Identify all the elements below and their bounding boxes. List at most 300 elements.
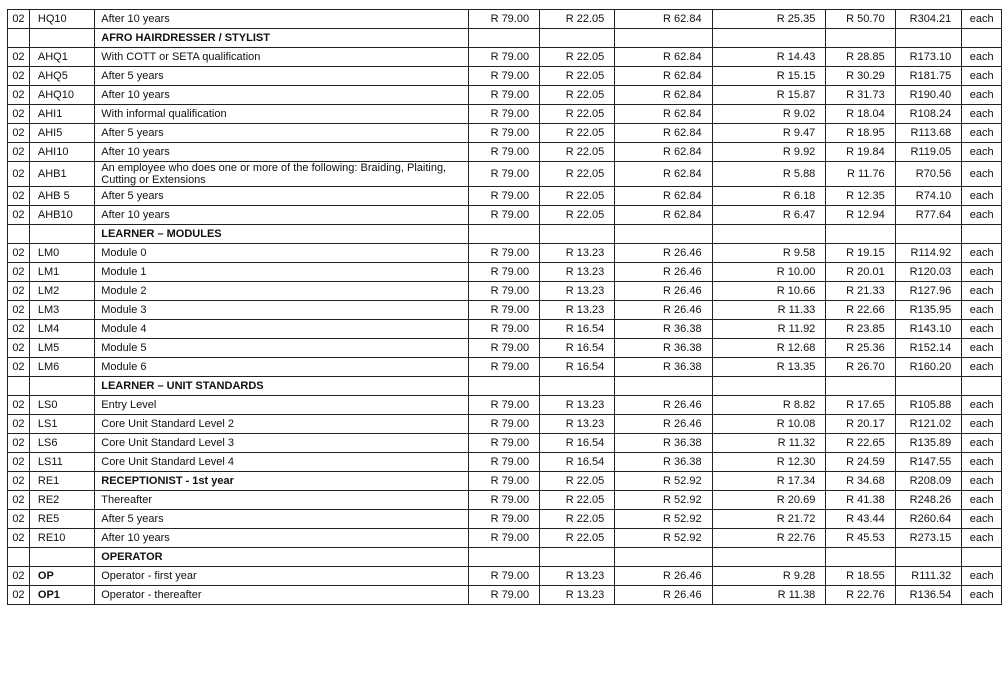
unit-cell: each	[962, 206, 1002, 225]
code-cell: RE5	[29, 510, 94, 529]
rate-cell-5: R 12.35	[826, 187, 895, 206]
rate-cell-1: R 79.00	[468, 105, 539, 124]
rate-cell-1: R 79.00	[468, 143, 539, 162]
rate-cell-6: R152.14	[895, 339, 962, 358]
code-cell: LS1	[29, 415, 94, 434]
rate-cell-2: R 22.05	[540, 67, 615, 86]
rate-cell-6: R127.96	[895, 282, 962, 301]
rate-cell-2: R 22.05	[540, 510, 615, 529]
table-row	[8, 472, 1002, 491]
code-cell: RE10	[29, 529, 94, 548]
rate-cell-1: R 79.00	[468, 586, 539, 605]
rate-cell-4: R 8.82	[712, 396, 826, 415]
group-cell: 02	[8, 586, 30, 605]
rate-cell-1: R 79.00	[468, 453, 539, 472]
section-title: AFRO HAIRDRESSER / STYLIST	[95, 29, 469, 48]
rate-cell-3	[615, 548, 712, 567]
code-cell: AHQ1	[29, 48, 94, 67]
group-cell: 02	[8, 567, 30, 586]
table-row	[8, 415, 1002, 434]
code-cell: AHI10	[29, 143, 94, 162]
group-cell: 02	[8, 206, 30, 225]
group-cell: 02	[8, 472, 30, 491]
rate-cell-3: R 36.38	[615, 434, 712, 453]
rate-cell-3: R 26.46	[615, 282, 712, 301]
rate-cell-5: R 18.95	[826, 124, 895, 143]
code-cell: LS6	[29, 434, 94, 453]
rate-cell-6: R120.03	[895, 263, 962, 282]
rate-cell-4: R 21.72	[712, 510, 826, 529]
rate-cell-2: R 22.05	[540, 187, 615, 206]
section-header-row	[8, 548, 1002, 567]
group-cell: 02	[8, 415, 30, 434]
code-cell: LM4	[29, 320, 94, 339]
unit-cell: each	[962, 301, 1002, 320]
rate-cell-3: R 52.92	[615, 529, 712, 548]
rate-cell-3: R 62.84	[615, 48, 712, 67]
group-cell	[8, 29, 30, 48]
description-cell: Module 0	[95, 244, 469, 263]
rate-cell-5: R 20.17	[826, 415, 895, 434]
code-cell: RE1	[29, 472, 94, 491]
rate-cell-6	[895, 377, 962, 396]
rate-cell-2: R 13.23	[540, 244, 615, 263]
rate-cell-6: R147.55	[895, 453, 962, 472]
unit-cell: each	[962, 358, 1002, 377]
rate-cell-6: R119.05	[895, 143, 962, 162]
code-cell: LM5	[29, 339, 94, 358]
rate-cell-3: R 26.46	[615, 244, 712, 263]
group-cell: 02	[8, 358, 30, 377]
rate-cell-5: R 23.85	[826, 320, 895, 339]
group-cell: 02	[8, 529, 30, 548]
rate-cell-1: R 79.00	[468, 10, 539, 29]
group-cell: 02	[8, 187, 30, 206]
unit-cell: each	[962, 244, 1002, 263]
code-cell: HQ10	[29, 10, 94, 29]
rate-cell-3: R 62.84	[615, 105, 712, 124]
rate-cell-2: R 22.05	[540, 10, 615, 29]
table-row	[8, 143, 1002, 162]
rate-cell-4: R 13.35	[712, 358, 826, 377]
group-cell: 02	[8, 301, 30, 320]
rate-cell-2	[540, 377, 615, 396]
group-cell: 02	[8, 10, 30, 29]
table-row	[8, 529, 1002, 548]
rate-cell-4: R 9.58	[712, 244, 826, 263]
table-row	[8, 358, 1002, 377]
group-cell: 02	[8, 510, 30, 529]
rate-cell-5: R 19.15	[826, 244, 895, 263]
rate-table	[7, 9, 1002, 605]
unit-cell: each	[962, 162, 1002, 187]
description-cell: An employee who does one or more of the following: Braiding, Plaiting, Cutting or Extensions	[95, 162, 469, 187]
code-cell: AHI1	[29, 105, 94, 124]
group-cell: 02	[8, 263, 30, 282]
group-cell	[8, 548, 30, 567]
description-cell: After 10 years	[95, 529, 469, 548]
code-cell: LS0	[29, 396, 94, 415]
description-cell: With COTT or SETA qualification	[95, 48, 469, 67]
rate-cell-2: R 13.23	[540, 567, 615, 586]
rate-cell-5: R 34.68	[826, 472, 895, 491]
rate-cell-1: R 79.00	[468, 86, 539, 105]
rate-cell-4: R 25.35	[712, 10, 826, 29]
unit-cell: each	[962, 434, 1002, 453]
description-cell: Module 5	[95, 339, 469, 358]
description-cell: After 10 years	[95, 86, 469, 105]
table-row	[8, 124, 1002, 143]
code-cell: LM0	[29, 244, 94, 263]
rate-cell-3: R 52.92	[615, 491, 712, 510]
rate-cell-5: R 22.65	[826, 434, 895, 453]
rate-cell-6: R70.56	[895, 162, 962, 187]
code-cell: OP	[29, 567, 94, 586]
description-cell: Operator - first year	[95, 567, 469, 586]
rate-cell-1: R 79.00	[468, 415, 539, 434]
rate-cell-3: R 52.92	[615, 472, 712, 491]
description-cell: Operator - thereafter	[95, 586, 469, 605]
description-cell: RECEPTIONIST - 1st year	[95, 472, 469, 491]
rate-cell-3: R 62.84	[615, 86, 712, 105]
rate-cell-2	[540, 29, 615, 48]
rate-cell-6: R173.10	[895, 48, 962, 67]
rate-cell-5: R 24.59	[826, 453, 895, 472]
unit-cell: each	[962, 143, 1002, 162]
rate-cell-1: R 79.00	[468, 567, 539, 586]
group-cell: 02	[8, 339, 30, 358]
section-header-row	[8, 377, 1002, 396]
rate-cell-6: R105.88	[895, 396, 962, 415]
description-cell: Module 6	[95, 358, 469, 377]
rate-cell-4: R 11.33	[712, 301, 826, 320]
unit-cell: each	[962, 567, 1002, 586]
rate-cell-3: R 36.38	[615, 358, 712, 377]
unit-cell	[962, 29, 1002, 48]
rate-cell-4	[712, 29, 826, 48]
rate-cell-2: R 16.54	[540, 320, 615, 339]
rate-cell-6: R160.20	[895, 358, 962, 377]
rate-cell-5: R 22.66	[826, 301, 895, 320]
unit-cell: each	[962, 472, 1002, 491]
unit-cell	[962, 225, 1002, 244]
rate-cell-3: R 62.84	[615, 143, 712, 162]
unit-cell: each	[962, 67, 1002, 86]
table-row	[8, 67, 1002, 86]
code-cell: OP1	[29, 586, 94, 605]
group-cell: 02	[8, 320, 30, 339]
rate-cell-2: R 22.05	[540, 143, 615, 162]
table-row	[8, 434, 1002, 453]
group-cell	[8, 225, 30, 244]
group-cell: 02	[8, 143, 30, 162]
rate-cell-3: R 26.46	[615, 586, 712, 605]
unit-cell	[962, 548, 1002, 567]
description-cell: Module 2	[95, 282, 469, 301]
description-cell: Entry Level	[95, 396, 469, 415]
description-cell: Module 1	[95, 263, 469, 282]
rate-cell-6: R74.10	[895, 187, 962, 206]
rate-cell-4: R 17.34	[712, 472, 826, 491]
rate-cell-5: R 12.94	[826, 206, 895, 225]
description-cell: Core Unit Standard Level 4	[95, 453, 469, 472]
unit-cell: each	[962, 339, 1002, 358]
rate-cell-5: R 26.70	[826, 358, 895, 377]
rate-cell-6: R111.32	[895, 567, 962, 586]
rate-cell-2: R 22.05	[540, 162, 615, 187]
table-row	[8, 491, 1002, 510]
rate-cell-2	[540, 548, 615, 567]
rate-cell-4: R 9.02	[712, 105, 826, 124]
code-cell: RE2	[29, 491, 94, 510]
rate-cell-3: R 36.38	[615, 453, 712, 472]
table-row	[8, 453, 1002, 472]
code-cell: AHQ10	[29, 86, 94, 105]
rate-cell-5: R 43.44	[826, 510, 895, 529]
rate-cell-3	[615, 29, 712, 48]
rate-cell-4: R 12.68	[712, 339, 826, 358]
table-row	[8, 263, 1002, 282]
rate-cell-4	[712, 225, 826, 244]
rate-cell-1: R 79.00	[468, 320, 539, 339]
rate-cell-5: R 30.29	[826, 67, 895, 86]
code-cell: LM1	[29, 263, 94, 282]
rate-cell-2: R 22.05	[540, 206, 615, 225]
table-row	[8, 187, 1002, 206]
rate-cell-2: R 22.05	[540, 105, 615, 124]
rate-cell-6: R135.95	[895, 301, 962, 320]
unit-cell: each	[962, 86, 1002, 105]
code-cell	[29, 377, 94, 396]
table-row	[8, 586, 1002, 605]
group-cell: 02	[8, 105, 30, 124]
group-cell: 02	[8, 434, 30, 453]
rate-cell-3: R 52.92	[615, 510, 712, 529]
rate-cell-6: R304.21	[895, 10, 962, 29]
rate-cell-4: R 11.32	[712, 434, 826, 453]
rate-cell-2: R 16.54	[540, 453, 615, 472]
description-cell: Thereafter	[95, 491, 469, 510]
rate-cell-5	[826, 377, 895, 396]
rate-cell-3: R 62.84	[615, 67, 712, 86]
rate-cell-4: R 11.38	[712, 586, 826, 605]
table-row	[8, 244, 1002, 263]
code-cell: AHB 5	[29, 187, 94, 206]
rate-cell-1: R 79.00	[468, 510, 539, 529]
rate-cell-1: R 79.00	[468, 282, 539, 301]
rate-cell-3: R 62.84	[615, 10, 712, 29]
rate-cell-6: R190.40	[895, 86, 962, 105]
unit-cell	[962, 377, 1002, 396]
rate-cell-3: R 26.46	[615, 567, 712, 586]
rate-cell-5: R 21.33	[826, 282, 895, 301]
rate-cell-6	[895, 548, 962, 567]
rate-cell-5: R 22.76	[826, 586, 895, 605]
rate-cell-3: R 62.84	[615, 124, 712, 143]
rate-cell-5: R 18.55	[826, 567, 895, 586]
rate-cell-6: R77.64	[895, 206, 962, 225]
rate-cell-4: R 9.47	[712, 124, 826, 143]
table-row	[8, 10, 1002, 29]
rate-cell-4: R 15.15	[712, 67, 826, 86]
rate-cell-1: R 79.00	[468, 124, 539, 143]
table-row	[8, 320, 1002, 339]
rate-cell-1	[468, 548, 539, 567]
rate-cell-5: R 18.04	[826, 105, 895, 124]
code-cell: AHQ5	[29, 67, 94, 86]
unit-cell: each	[962, 320, 1002, 339]
section-title: LEARNER – UNIT STANDARDS	[95, 377, 469, 396]
rate-cell-5: R 50.70	[826, 10, 895, 29]
rate-cell-6: R143.10	[895, 320, 962, 339]
rate-cell-4: R 15.87	[712, 86, 826, 105]
rate-cell-3: R 26.46	[615, 263, 712, 282]
table-row	[8, 206, 1002, 225]
rate-cell-4: R 9.28	[712, 567, 826, 586]
rate-cell-2: R 22.05	[540, 86, 615, 105]
rate-cell-6: R108.24	[895, 105, 962, 124]
code-cell: LM6	[29, 358, 94, 377]
code-cell	[29, 29, 94, 48]
rate-cell-4: R 22.76	[712, 529, 826, 548]
rate-cell-4: R 10.00	[712, 263, 826, 282]
code-cell	[29, 548, 94, 567]
rate-cell-1: R 79.00	[468, 434, 539, 453]
rate-cell-5: R 45.53	[826, 529, 895, 548]
table-row	[8, 48, 1002, 67]
description-cell: After 10 years	[95, 143, 469, 162]
table-body	[8, 10, 1002, 605]
description-cell: After 5 years	[95, 124, 469, 143]
rate-cell-2: R 22.05	[540, 491, 615, 510]
code-cell: AHB10	[29, 206, 94, 225]
rate-cell-6: R113.68	[895, 124, 962, 143]
unit-cell: each	[962, 282, 1002, 301]
rate-cell-5: R 11.76	[826, 162, 895, 187]
section-title: LEARNER – MODULES	[95, 225, 469, 244]
rate-cell-4: R 20.69	[712, 491, 826, 510]
unit-cell: each	[962, 586, 1002, 605]
rate-cell-5: R 19.84	[826, 143, 895, 162]
rate-cell-6: R136.54	[895, 586, 962, 605]
rate-cell-2: R 22.05	[540, 124, 615, 143]
rate-cell-4: R 5.88	[712, 162, 826, 187]
group-cell: 02	[8, 162, 30, 187]
table-row	[8, 105, 1002, 124]
rate-cell-1: R 79.00	[468, 472, 539, 491]
rate-cell-1: R 79.00	[468, 339, 539, 358]
code-cell: LS11	[29, 453, 94, 472]
rate-cell-2: R 16.54	[540, 434, 615, 453]
rate-cell-6	[895, 225, 962, 244]
group-cell: 02	[8, 491, 30, 510]
rate-cell-5: R 17.65	[826, 396, 895, 415]
code-cell: LM3	[29, 301, 94, 320]
rate-cell-2: R 22.05	[540, 472, 615, 491]
code-cell	[29, 225, 94, 244]
rate-cell-1: R 79.00	[468, 206, 539, 225]
rate-cell-1	[468, 29, 539, 48]
unit-cell: each	[962, 10, 1002, 29]
rate-cell-1	[468, 377, 539, 396]
rate-cell-6: R114.92	[895, 244, 962, 263]
table-row	[8, 86, 1002, 105]
rate-cell-3: R 62.84	[615, 187, 712, 206]
rate-cell-1: R 79.00	[468, 244, 539, 263]
rate-cell-4	[712, 548, 826, 567]
section-header-row	[8, 225, 1002, 244]
description-cell: Module 3	[95, 301, 469, 320]
rate-cell-2: R 16.54	[540, 339, 615, 358]
rate-cell-4: R 12.30	[712, 453, 826, 472]
rate-cell-1: R 79.00	[468, 529, 539, 548]
group-cell	[8, 377, 30, 396]
unit-cell: each	[962, 187, 1002, 206]
rate-cell-4: R 6.47	[712, 206, 826, 225]
description-cell: After 10 years	[95, 10, 469, 29]
rate-cell-6: R121.02	[895, 415, 962, 434]
rate-cell-3: R 62.84	[615, 206, 712, 225]
group-cell: 02	[8, 48, 30, 67]
rate-cell-2: R 13.23	[540, 396, 615, 415]
rate-cell-2: R 13.23	[540, 586, 615, 605]
rate-cell-1: R 79.00	[468, 396, 539, 415]
description-cell: After 5 years	[95, 187, 469, 206]
description-cell: With informal qualification	[95, 105, 469, 124]
group-cell: 02	[8, 124, 30, 143]
group-cell: 02	[8, 244, 30, 263]
table-row	[8, 162, 1002, 187]
rate-cell-6: R181.75	[895, 67, 962, 86]
rate-cell-1: R 79.00	[468, 301, 539, 320]
rate-cell-2: R 13.23	[540, 282, 615, 301]
rate-cell-2: R 13.23	[540, 263, 615, 282]
group-cell: 02	[8, 86, 30, 105]
rate-cell-3: R 26.46	[615, 301, 712, 320]
description-cell: Core Unit Standard Level 3	[95, 434, 469, 453]
rate-cell-2: R 16.54	[540, 358, 615, 377]
group-cell: 02	[8, 282, 30, 301]
rate-cell-5	[826, 29, 895, 48]
rate-cell-1: R 79.00	[468, 67, 539, 86]
rate-cell-6: R273.15	[895, 529, 962, 548]
unit-cell: each	[962, 105, 1002, 124]
rate-cell-6: R260.64	[895, 510, 962, 529]
rate-cell-4: R 14.43	[712, 48, 826, 67]
rate-cell-4: R 10.08	[712, 415, 826, 434]
rate-cell-1: R 79.00	[468, 263, 539, 282]
rate-cell-1: R 79.00	[468, 48, 539, 67]
table-row	[8, 567, 1002, 586]
rate-cell-6: R248.26	[895, 491, 962, 510]
rate-cell-5: R 41.38	[826, 491, 895, 510]
group-cell: 02	[8, 453, 30, 472]
unit-cell: each	[962, 453, 1002, 472]
table-row	[8, 396, 1002, 415]
rate-cell-1: R 79.00	[468, 358, 539, 377]
code-cell: AHI5	[29, 124, 94, 143]
rate-cell-1: R 79.00	[468, 162, 539, 187]
table-row	[8, 339, 1002, 358]
description-cell: After 5 years	[95, 510, 469, 529]
rate-cell-3	[615, 225, 712, 244]
rate-cell-5	[826, 548, 895, 567]
rate-cell-5	[826, 225, 895, 244]
rate-cell-2	[540, 225, 615, 244]
rate-cell-3: R 26.46	[615, 396, 712, 415]
description-cell: After 10 years	[95, 206, 469, 225]
description-cell: After 5 years	[95, 67, 469, 86]
